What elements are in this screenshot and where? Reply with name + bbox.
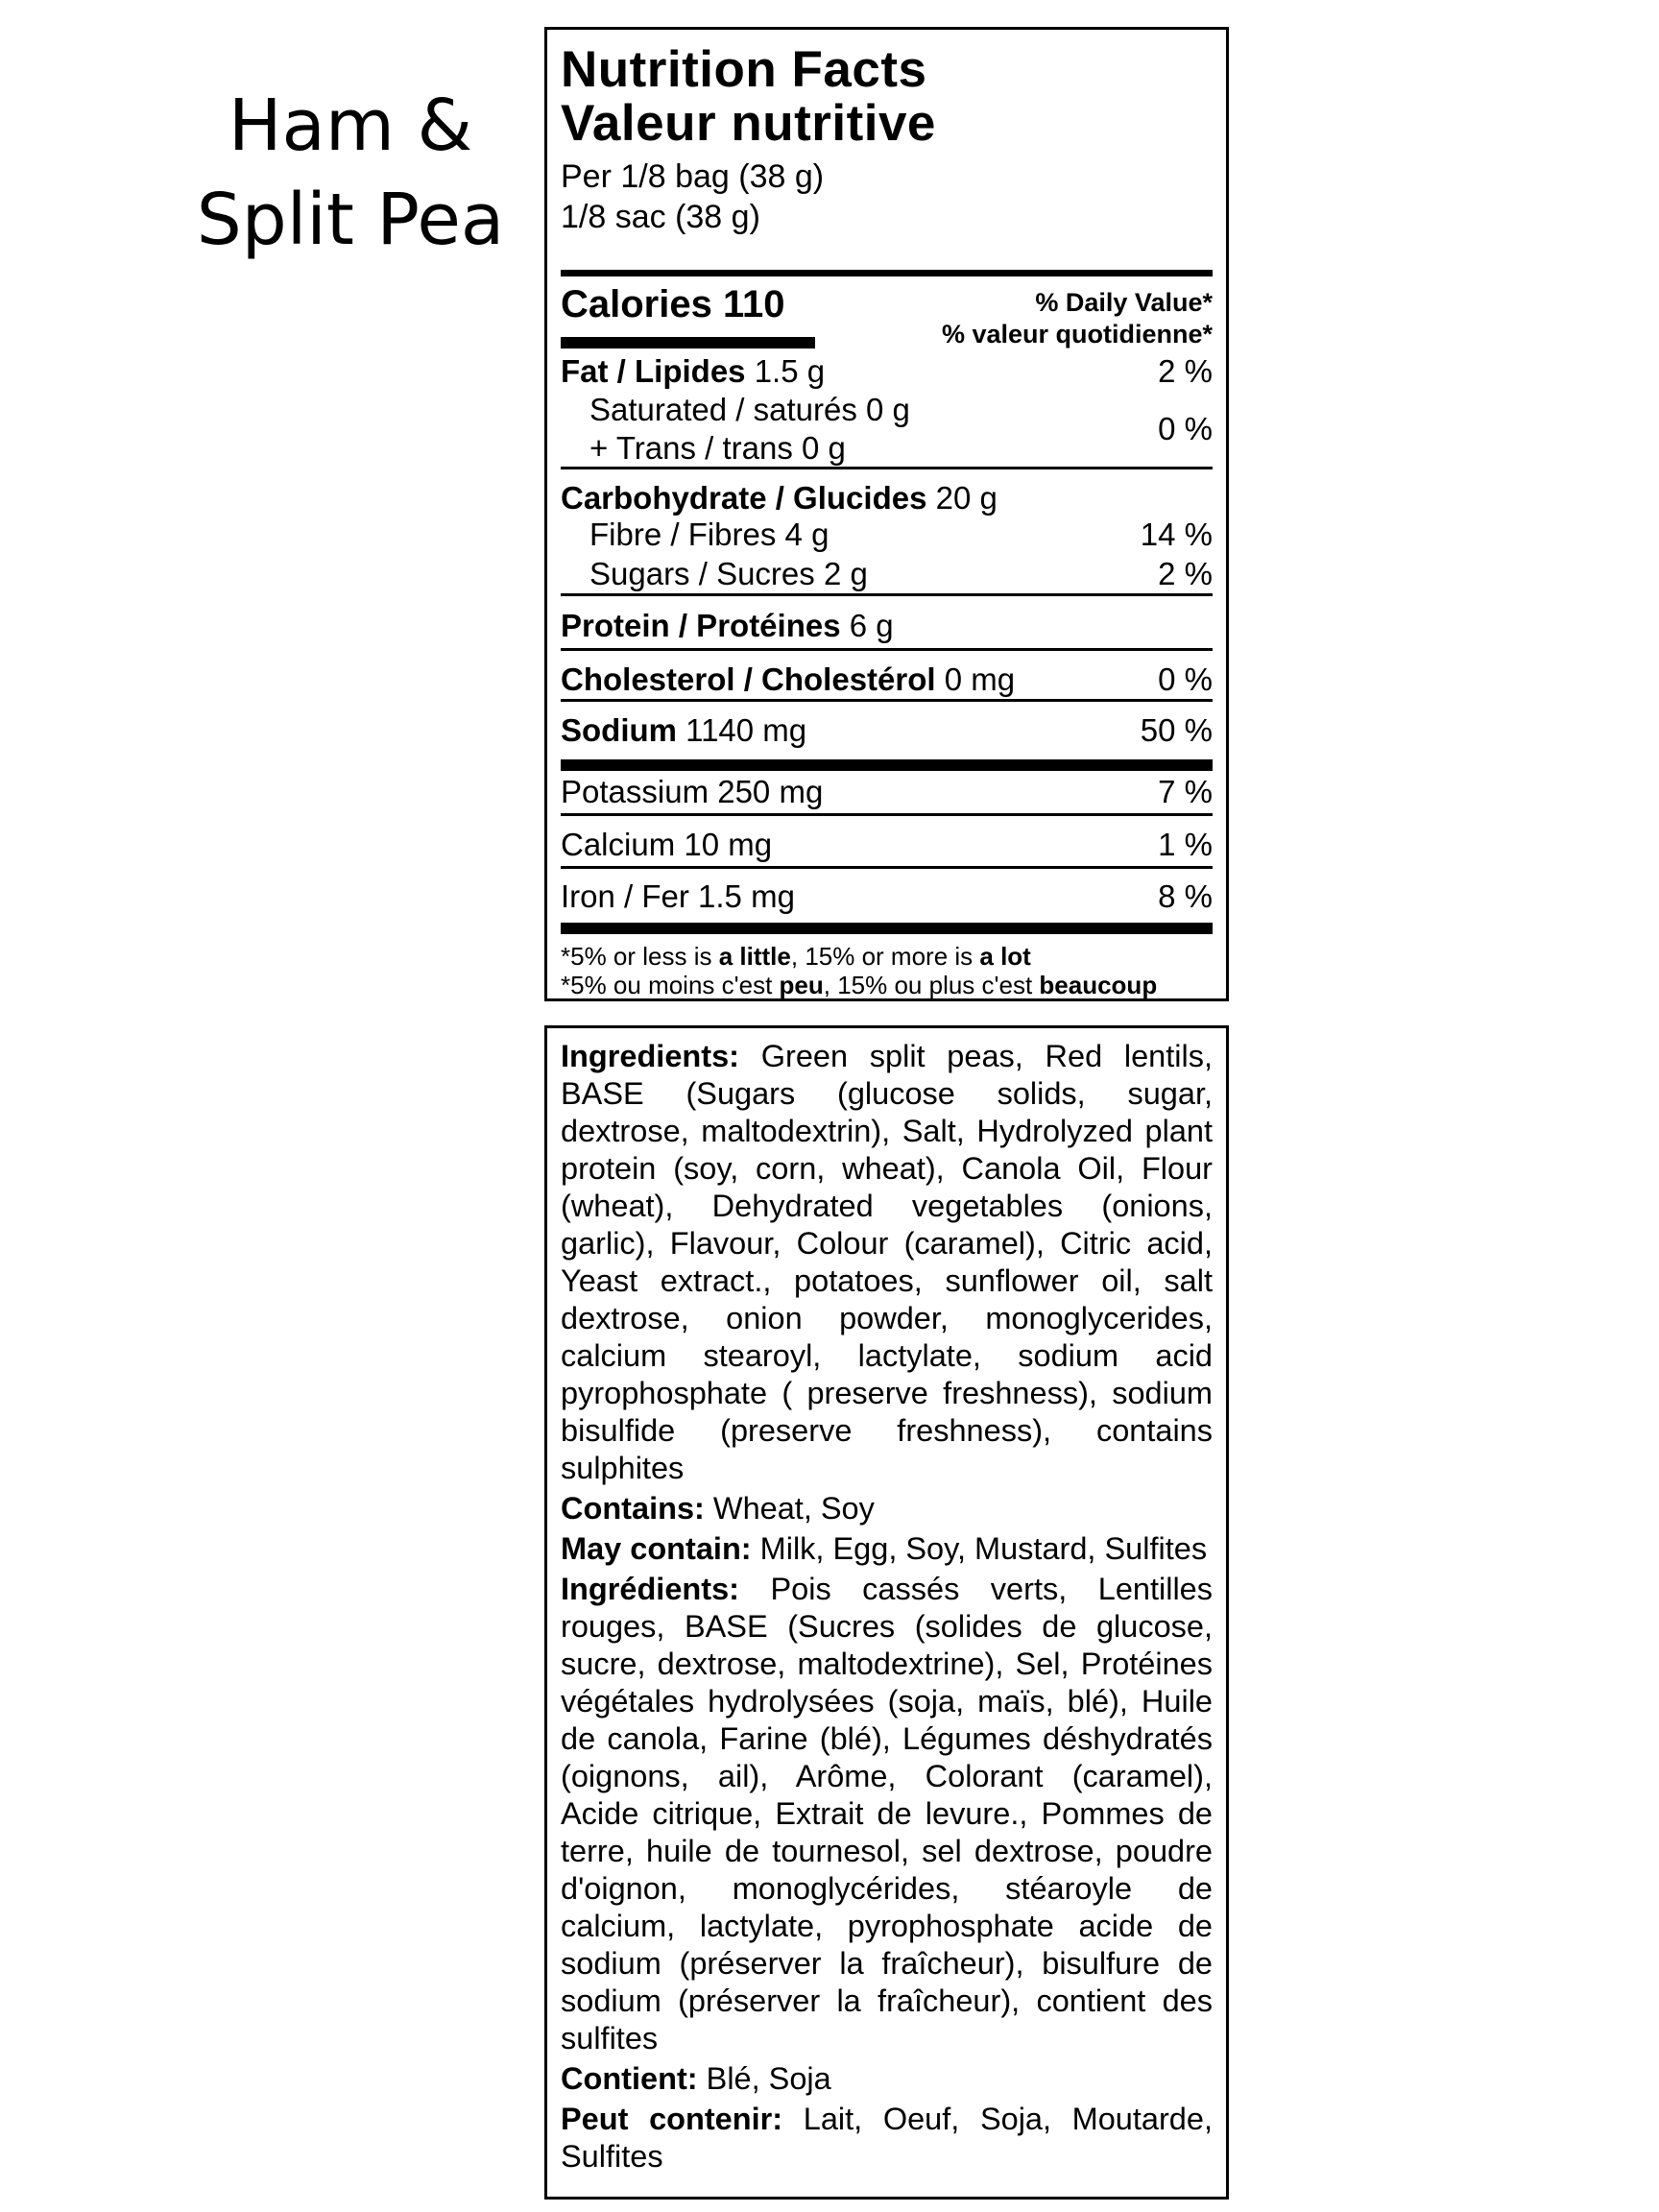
divider — [561, 593, 1213, 596]
contains-en — [561, 1490, 1213, 1527]
sugars-dv: 2 % — [1158, 556, 1213, 591]
nutrition-title-en: Nutrition Facts — [561, 41, 927, 98]
divider — [561, 813, 1213, 816]
sodium-label: Sodium — [561, 712, 677, 748]
nutrition-facts-panel — [544, 27, 1229, 1001]
divider-thick — [561, 270, 1213, 276]
sodium-amount: 1140 mg — [685, 712, 807, 748]
cholesterol-amount: 0 mg — [944, 661, 1016, 697]
serving-size-fr: 1/8 sac (38 g) — [561, 199, 760, 235]
calcium-dv: 1 % — [1158, 827, 1213, 862]
may-contain-fr-label: Peut contenir: — [561, 2102, 783, 2136]
footnote — [561, 942, 1213, 999]
potassium-label: Potassium 250 mg — [561, 774, 824, 809]
iron-dv: 8 % — [1158, 878, 1213, 914]
product-name-line1: Ham & — [228, 84, 473, 167]
carbohydrate-row — [561, 479, 1213, 517]
potassium-row — [561, 773, 1213, 811]
contains-fr-text: Blé, Soja — [697, 2061, 831, 2096]
calories-underline-bar — [561, 337, 815, 349]
divider — [561, 648, 1213, 651]
sodium-row — [561, 711, 1213, 750]
sugars-label: Sugars / Sucres 2 g — [589, 556, 868, 591]
saturated-label: Saturated / saturés 0 g — [589, 392, 910, 427]
daily-value-header — [942, 287, 1213, 350]
may-contain-en-label: May contain: — [561, 1531, 752, 1566]
ingredients-en-text: Green split peas, Red lentils, BASE (Sugars (glucose solids, sugar, dextrose, maltodextrin), Salt, Hydrolyzed plant protein (soy, corn, wheat), Canola Oil, Flour (wheat), Dehydrated vegetables (onions, garlic), Flavour, Colour (caramel), Citric acid, Yeast extract., potatoes, sunflower oil, salt dextrose, onion powder, monoglycerides, calcium stearoyl, lactylate, sodium acid pyrophosphate ( preserve freshness), sodium bisulfide (preserve freshness), contains sulphites — [561, 1039, 1213, 1485]
calcium-label: Calcium 10 mg — [561, 827, 773, 862]
ingredients-fr-label: Ingrédients: — [561, 1572, 739, 1606]
contains-fr — [561, 2060, 1213, 2098]
serving-size-en: Per 1/8 bag (38 g) — [561, 158, 825, 195]
protein-amount: 6 g — [849, 608, 894, 643]
ingredients-en — [561, 1038, 1213, 1487]
ingredients-fr-text: Pois cassés verts, Lentilles rouges, BASE (Sucres (solides de glucose, sucre, dextrose, maltodextrine), Sel, Protéines végétales hydrolysées (soja, maïs, blé), Huile de canola, Farine (blé), Légumes déshydratés (oignons, ail), Arôme, Colorant (caramel), Acide citrique, Extrait de levure., Pommes de terre, huile de tournesol, sel dextrose, poudre d'oignon, monoglycérides, stéaroyle de calcium, lactylate, pyrophosphate acide de sodium (préserver la fraîcheur), bisulfure de sodium (préserver la fraîcheur), contient des sulfites — [561, 1572, 1213, 2056]
daily-value-header-en: % Daily Value* — [1035, 288, 1213, 317]
product-name — [144, 79, 557, 267]
ingredients-en-label: Ingredients: — [561, 1039, 739, 1073]
daily-value-header-fr: % valeur quotidienne* — [941, 320, 1213, 349]
product-name-line2: Split Pea — [196, 179, 505, 261]
footnote-en: *5% or less is a little, 15% or more is a lot — [561, 942, 1031, 971]
fibre-label: Fibre / Fibres 4 g — [589, 517, 830, 552]
trans-label: + Trans / trans 0 g — [589, 430, 846, 466]
fibre-dv: 14 % — [1140, 517, 1213, 552]
sodium-dv: 50 % — [1140, 712, 1213, 748]
carbohydrate-label: Carbohydrate / Glucides — [561, 480, 927, 516]
sat-trans-dv: 0 % — [1158, 411, 1213, 446]
divider — [561, 467, 1213, 469]
may-contain-en — [561, 1530, 1213, 1568]
protein-label: Protein / Protéines — [561, 608, 841, 643]
contains-en-text: Wheat, Soy — [704, 1491, 875, 1526]
protein-row — [561, 607, 1213, 645]
divider — [561, 699, 1213, 702]
may-contain-en-text: Milk, Egg, Soy, Mustard, Sulfites — [751, 1531, 1208, 1566]
sugars-row — [561, 555, 1213, 593]
cholesterol-row — [561, 661, 1213, 699]
footnote-fr: *5% ou moins c'est peu, 15% ou plus c'est beaucoup — [561, 971, 1158, 999]
calories-label: Calories 110 — [561, 283, 785, 325]
ingredients-panel — [544, 1025, 1229, 2200]
fibre-row — [561, 516, 1213, 554]
contains-en-label: Contains: — [561, 1491, 705, 1526]
fat-dv: 2 % — [1158, 353, 1213, 389]
fat-label: Fat / Lipides — [561, 353, 746, 389]
carbohydrate-amount: 20 g — [935, 480, 998, 516]
fat-amount: 1.5 g — [754, 353, 826, 389]
divider-thick — [561, 923, 1213, 934]
divider-thick — [561, 759, 1213, 771]
cholesterol-dv: 0 % — [1158, 661, 1213, 697]
sat-trans-dv-row — [561, 410, 1213, 448]
divider — [561, 866, 1213, 869]
calcium-row — [561, 826, 1213, 864]
fat-row — [561, 352, 1213, 391]
cholesterol-label: Cholesterol / Cholestérol — [561, 661, 936, 697]
iron-label: Iron / Fer 1.5 mg — [561, 878, 795, 914]
potassium-dv: 7 % — [1158, 774, 1213, 809]
may-contain-fr-text: Lait, Oeuf, Soja, Moutarde, Sulfites — [561, 2102, 1213, 2174]
contains-fr-label: Contient: — [561, 2061, 698, 2096]
may-contain-fr — [561, 2101, 1213, 2176]
nutrition-title-fr: Valeur nutritive — [561, 95, 936, 152]
iron-row — [561, 878, 1213, 916]
calories-row — [561, 283, 1213, 349]
ingredients-fr — [561, 1571, 1213, 2057]
